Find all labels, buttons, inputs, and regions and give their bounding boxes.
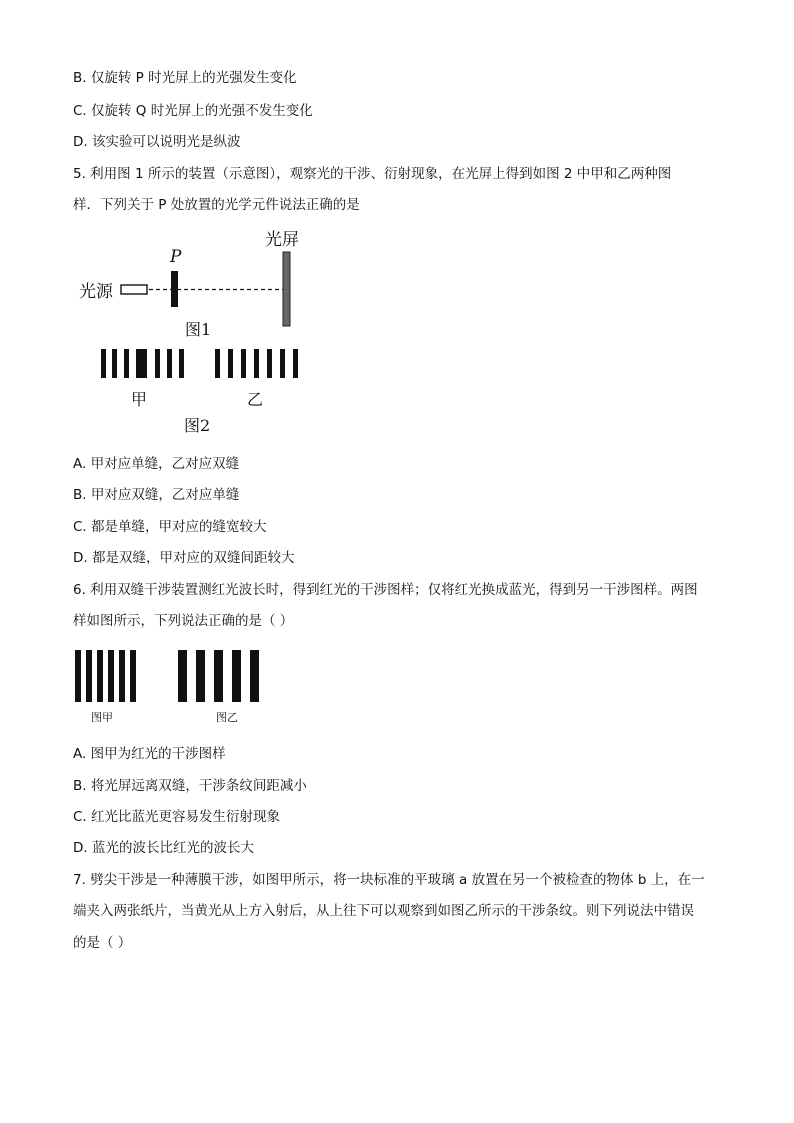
q5-option-d: D. 都是双缝，甲对应的双缝间距较大 bbox=[73, 550, 295, 566]
fringe-yi-bar bbox=[250, 650, 259, 702]
light-source-label: 光源 bbox=[79, 282, 113, 302]
q6-stem-line-2: 样如图所示，下列说法正确的是（ ） bbox=[73, 613, 294, 629]
figure-jia-caption: 图甲 bbox=[91, 711, 113, 724]
fringe-jia-bar bbox=[86, 650, 92, 702]
pattern-yi-bar bbox=[228, 349, 233, 378]
q7-stem-line-1: 7. 劈尖干涉是一种薄膜干涉，如图甲所示，将一块标准的平玻璃 a 放置在另一个被检查的物体 b 上，在一 bbox=[73, 872, 705, 888]
fringes-yi bbox=[178, 650, 259, 702]
q6-stem-line-1: 6. 利用双缝干涉装置测红光波长时，得到红光的干涉图样；仅将红光换成蓝光，得到另一干涉图样。两图 bbox=[73, 582, 698, 598]
optical-element-p bbox=[171, 271, 178, 307]
pattern-yi-bar bbox=[280, 349, 285, 378]
light-screen bbox=[283, 252, 290, 326]
pattern-jia-bar bbox=[155, 349, 160, 378]
fringe-jia-bar bbox=[130, 650, 136, 702]
pattern-jia-bar bbox=[179, 349, 184, 378]
p-label: P bbox=[170, 247, 182, 267]
pattern-yi-label: 乙 bbox=[247, 390, 264, 409]
fringe-yi-bar bbox=[178, 650, 187, 702]
pattern-jia bbox=[101, 349, 184, 378]
fringe-yi-bar bbox=[214, 650, 223, 702]
screen-label: 光屏 bbox=[265, 230, 299, 250]
pattern-jia-bar bbox=[136, 349, 147, 378]
q7-stem-line-2: 端夹入两张纸片，当黄光从上方入射后，从上往下可以观察到如图乙所示的干涉条纹。则下列说法中错误 bbox=[73, 903, 694, 919]
q5-option-c: C. 都是单缝，甲对应的缝宽较大 bbox=[73, 519, 267, 535]
pattern-yi-bar bbox=[293, 349, 298, 378]
fringe-jia-bar bbox=[108, 650, 114, 702]
q6-figure bbox=[70, 645, 280, 730]
figure-2-caption: 图2 bbox=[184, 416, 211, 435]
pattern-jia-bar bbox=[124, 349, 129, 378]
q5-stem-line-1: 5. 利用图 1 所示的装置（示意图），观察光的干涉、衍射现象，在光屏上得到如图 2 中甲和乙两种图 bbox=[73, 166, 672, 182]
q4-option-b: B. 仅旋转 P 时光屏上的光强发生变化 bbox=[73, 70, 297, 86]
fringe-jia-bar bbox=[97, 650, 103, 702]
q7-stem-line-3: 的是（ ） bbox=[73, 935, 132, 951]
pattern-yi-bar bbox=[267, 349, 272, 378]
fringe-yi-bar bbox=[196, 650, 205, 702]
pattern-jia-bar bbox=[101, 349, 106, 378]
q5-option-b: B. 甲对应双缝，乙对应单缝 bbox=[73, 487, 240, 503]
pattern-jia-bar bbox=[112, 349, 117, 378]
q6-option-b: B. 将光屏远离双缝，干涉条纹间距减小 bbox=[73, 778, 307, 794]
q6-option-d: D. 蓝光的波长比红光的波长大 bbox=[73, 840, 254, 856]
fringe-yi-bar bbox=[232, 650, 241, 702]
q5-stem-line-2: 样．下列关于 P 处放置的光学元件说法正确的是 bbox=[73, 197, 360, 213]
pattern-jia-label: 甲 bbox=[131, 390, 148, 409]
fringes-jia bbox=[75, 650, 136, 702]
fringe-jia-bar bbox=[119, 650, 125, 702]
pattern-jia-bar bbox=[167, 349, 172, 378]
q6-option-c: C. 红光比蓝光更容易发生衍射现象 bbox=[73, 809, 281, 825]
q6-option-a: A. 图甲为红光的干涉图样 bbox=[73, 746, 226, 762]
q4-option-c: C. 仅旋转 Q 时光屏上的光强不发生变化 bbox=[73, 103, 313, 119]
figure-1-caption: 图1 bbox=[185, 320, 212, 339]
pattern-yi-bar bbox=[215, 349, 220, 378]
q4-option-d: D. 该实验可以说明光是纵波 bbox=[73, 134, 241, 150]
light-source-box bbox=[121, 285, 147, 294]
q5-figure-2 bbox=[95, 345, 315, 440]
fringe-jia-bar bbox=[75, 650, 81, 702]
pattern-yi-bar bbox=[241, 349, 246, 378]
q5-option-a: A. 甲对应单缝，乙对应双缝 bbox=[73, 456, 240, 472]
pattern-yi bbox=[215, 349, 298, 378]
figure-yi-caption: 图乙 bbox=[216, 711, 238, 724]
pattern-yi-bar bbox=[254, 349, 259, 378]
q5-figure-1 bbox=[75, 225, 335, 345]
